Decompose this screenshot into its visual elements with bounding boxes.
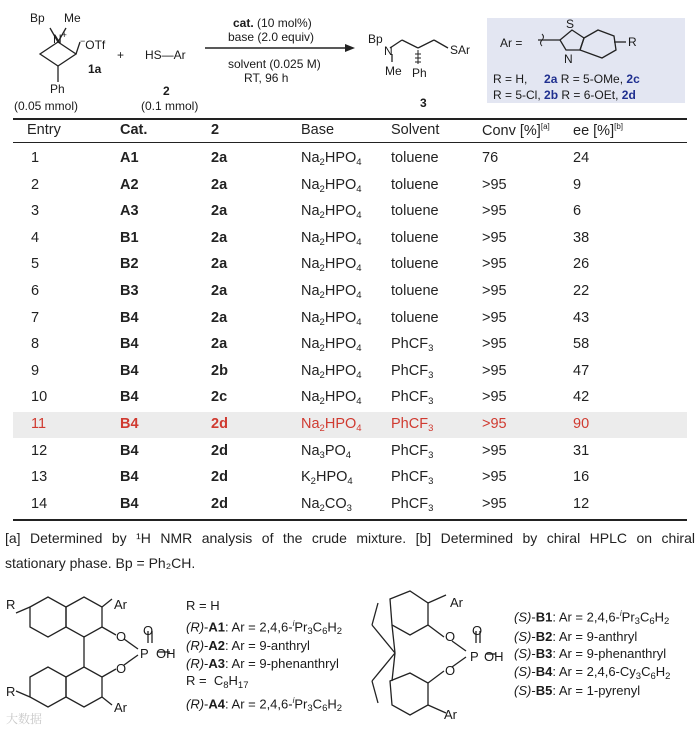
cell-conversion: 76: [482, 150, 499, 166]
cell-entry: 8: [31, 336, 40, 353]
table-header-row: [13, 119, 687, 142]
cat-a-oh: OH: [156, 646, 176, 661]
cell-catalyst: B3: [120, 283, 139, 299]
cell-solvent: toluene: [391, 256, 439, 273]
cell-solvent: toluene: [391, 309, 439, 326]
cat-b-o-double: O: [472, 623, 483, 638]
cat-b-o-top: O: [445, 629, 456, 644]
table-row: [13, 332, 687, 358]
product-label: 3: [420, 96, 427, 110]
table-row: [13, 252, 687, 278]
cell-ee: 26: [573, 256, 590, 273]
table-header-rule: [13, 142, 687, 143]
cell-catalyst: B4: [120, 469, 139, 486]
table-row: [13, 439, 687, 465]
cell-conversion: >95: [482, 416, 507, 432]
cell-thiol: 2c: [211, 389, 228, 406]
condition-catalyst: cat. (10 mol%): [233, 16, 312, 30]
cell-conversion: >95: [482, 283, 507, 299]
cell-catalyst: B4: [120, 416, 139, 432]
cat-a3: (R)-A3: Ar = 9-phenanthryl: [186, 655, 339, 671]
table-row: [13, 306, 687, 332]
cell-ee: 47: [573, 362, 590, 379]
reaction-arrow: [205, 44, 355, 52]
cat-a-list: [186, 597, 342, 715]
cat-a2: (R)-A2: Ar = 9-anthryl: [186, 638, 310, 654]
product-wedge: [415, 50, 421, 64]
cell-conversion: >95: [482, 336, 507, 353]
cell-entry: 10: [31, 389, 48, 406]
cell-ee: 24: [573, 150, 590, 166]
product-structure: [390, 40, 448, 62]
table-row: [13, 146, 687, 172]
cell-conversion: >95: [482, 389, 507, 406]
cat-a-r-top: R: [6, 597, 16, 612]
cell-conversion: >95: [482, 362, 507, 379]
cell-conversion: >95: [482, 176, 507, 193]
header-base: Base: [301, 122, 335, 138]
condition-base: base (2.0 equiv): [228, 30, 315, 44]
sm-ph: Ph: [50, 82, 65, 96]
cat-b5: (S)-B5: Ar = 1-pyrenyl: [514, 683, 641, 699]
cell-catalyst: B1: [120, 229, 139, 246]
cell-solvent: PhCF$_3$: [391, 442, 434, 461]
cell-ee: 9: [573, 176, 582, 193]
cell-thiol: 2a: [211, 283, 228, 299]
cell-entry: 12: [31, 442, 48, 459]
sm-n-plus: N+: [53, 30, 67, 46]
cell-base: $Na_2HPO_4$: [301, 203, 362, 222]
cell-ee: 38: [573, 229, 590, 246]
cell-catalyst: B4: [120, 495, 139, 512]
cat-a-r-h: R = H: [186, 598, 220, 613]
cell-entry: 9: [31, 362, 40, 379]
cell-entry: 14: [31, 495, 48, 512]
cell-base: $Na_3PO_4$: [301, 442, 352, 461]
cell-solvent: PhCF$_3$: [391, 362, 434, 381]
ar-equals: Ar =: [500, 36, 523, 50]
cat-b-list: [514, 605, 670, 700]
sm-label: 1a: [88, 62, 102, 76]
cell-ee: 43: [573, 309, 590, 326]
product-ph: Ph: [412, 66, 427, 80]
cell-catalyst: B4: [120, 442, 139, 459]
table-row: [13, 199, 687, 225]
table-row: [13, 385, 687, 411]
condition-solvent: solvent (0.025 M): [228, 57, 321, 71]
header-solvent: Solvent: [391, 122, 440, 138]
cell-thiol: 2d: [211, 495, 228, 512]
header-conv: Conv [%][a]: [482, 122, 550, 139]
cell-catalyst: A3: [120, 203, 139, 220]
table-bottom-rule: [13, 519, 687, 521]
cell-entry: 13: [31, 469, 48, 486]
watermark: 大数据: [6, 712, 43, 726]
cell-base: $Na_2HPO_4$: [301, 256, 362, 275]
cell-ee: 6: [573, 203, 582, 220]
cell-base: $Na_2HPO_4$: [301, 416, 362, 434]
cell-base: $Na_2HPO_4$: [301, 389, 362, 408]
cell-catalyst: A2: [120, 176, 139, 193]
cat-a-o-double: O: [143, 623, 154, 638]
sm-me: Me: [64, 11, 81, 25]
cell-entry: 1: [31, 150, 40, 166]
cell-base: $Na_2HPO_4$: [301, 176, 362, 195]
cell-catalyst: A1: [120, 150, 139, 166]
cell-solvent: toluene: [391, 283, 439, 299]
cat-a-ar-bottom: Ar: [114, 700, 127, 715]
ar-s-atom: S: [566, 17, 575, 31]
footnote-line-1: [a] Determined by ¹H NMR analysis of the crude mixture. [b] Determined by chiral HPLC on chiral: [5, 530, 695, 546]
sm-otf: −OTf: [80, 36, 106, 52]
cell-base: $K_2HPO_4$: [301, 469, 353, 488]
reaction-scheme: [0, 0, 700, 118]
cat-b4: (S)-B4: $Ar = 2,4,6-Cy_3C_6H_2$: [514, 663, 671, 682]
cell-ee: 31: [573, 442, 590, 459]
cell-conversion: >95: [482, 469, 507, 486]
cell-base: $Na_2HPO_4$: [301, 336, 362, 355]
cell-solvent: toluene: [391, 150, 439, 166]
cat-b2: (S)-B2: Ar = 9-anthryl: [514, 628, 638, 644]
cat-b3: (S)-B3: Ar = 9-phenanthryl: [514, 646, 667, 662]
ar-variants-line-1: R = H, 2a R = 5-OMe, 2c: [493, 72, 640, 86]
cell-entry: 4: [31, 229, 40, 246]
cat-a1: (R)-A1: $Ar = 2,4,6-^iPr_3C_6H_2$: [186, 618, 343, 637]
cell-solvent: PhCF$_3$: [391, 389, 434, 408]
cell-base: $Na_2HPO_4$: [301, 362, 362, 381]
cell-base: $Na_2HPO_4$: [301, 229, 362, 248]
cell-thiol: 2d: [211, 469, 228, 486]
cat-a-ar-top: Ar: [114, 597, 127, 612]
cell-thiol: 2a: [211, 176, 228, 193]
ar-variants-line-2: R = 5-Cl, 2b R = 6-OEt, 2d: [493, 88, 636, 102]
cell-solvent: PhCF$_3$: [391, 416, 434, 434]
cat-a-r-bottom: R: [6, 684, 16, 699]
cell-base: $Na_2HPO_4$: [301, 150, 362, 168]
cat-a-p: P: [140, 646, 149, 661]
cell-thiol: 2a: [211, 229, 228, 246]
product-sar: SAr: [450, 43, 471, 57]
header-two: 2: [211, 122, 220, 138]
header-entry: Entry: [27, 122, 61, 138]
cell-solvent: toluene: [391, 229, 439, 246]
cell-entry: 2: [31, 176, 40, 193]
table-row: [13, 279, 687, 305]
cell-conversion: >95: [482, 495, 507, 512]
cell-entry: 11: [31, 416, 47, 432]
cat-b-o-bottom: O: [445, 663, 456, 678]
cat-b-ar-bottom: Ar: [444, 707, 457, 722]
cell-conversion: >95: [482, 442, 507, 459]
thiol-label: 2: [163, 84, 170, 98]
condition-temperature-time: RT, 96 h: [244, 71, 289, 85]
cell-conversion: >95: [482, 229, 507, 246]
cat-b-oh: OH: [484, 649, 504, 664]
cell-thiol: 2a: [211, 256, 228, 273]
cell-ee: 58: [573, 336, 590, 353]
cell-catalyst: B4: [120, 336, 139, 353]
cell-catalyst: B4: [120, 362, 139, 379]
table-row: [13, 492, 687, 518]
cell-entry: 6: [31, 283, 40, 299]
table-row: [13, 226, 687, 252]
cell-entry: 7: [31, 309, 40, 326]
table-footnote: [5, 526, 695, 576]
cell-catalyst: B2: [120, 256, 139, 273]
sm-bp: Bp: [30, 11, 45, 25]
cell-ee: 42: [573, 389, 590, 406]
cell-conversion: >95: [482, 203, 507, 220]
thiol-formula: HS—Ar: [145, 48, 186, 62]
cell-thiol: 2a: [211, 309, 228, 326]
cell-solvent: PhCF$_3$: [391, 495, 434, 514]
cell-base: $Na_2HPO_4$: [301, 283, 362, 301]
product-n: N: [384, 44, 393, 58]
cell-entry: 5: [31, 256, 40, 273]
cell-solvent: PhCF$_3$: [391, 469, 434, 488]
ar-n-atom: N: [564, 52, 573, 66]
cell-catalyst: B4: [120, 389, 139, 406]
table-row: [13, 359, 687, 385]
product-bp: Bp: [368, 32, 383, 46]
cell-solvent: PhCF$_3$: [391, 336, 434, 355]
cell-thiol: 2a: [211, 336, 228, 353]
cell-catalyst: B4: [120, 309, 139, 326]
table-row: [13, 465, 687, 491]
header-ee: ee [%][b]: [573, 122, 624, 139]
cell-ee: 16: [573, 469, 590, 486]
cat-a-o-top: O: [116, 629, 127, 644]
sm-amount: (0.05 mmol): [14, 99, 79, 113]
cell-thiol: 2a: [211, 150, 228, 166]
cell-solvent: toluene: [391, 176, 439, 193]
table-row: [13, 412, 687, 438]
cat-a-o-bottom: O: [116, 661, 127, 676]
product-me: Me: [385, 64, 402, 78]
cat-a4: (R)-A4: $Ar = 2,4,6-^iPr_3C_6H_2$: [186, 695, 343, 715]
cat-b-ar-top: Ar: [450, 595, 463, 610]
ar-r-group: R: [628, 35, 637, 49]
cell-ee: 12: [573, 495, 590, 512]
plus-sign: +: [117, 48, 125, 62]
footnote-line-2: stationary phase. Bp = Ph₂CH.: [5, 555, 196, 571]
cell-solvent: toluene: [391, 203, 439, 220]
cell-thiol: 2b: [211, 362, 228, 379]
cell-thiol: 2a: [211, 203, 228, 220]
cell-base: $Na_2CO_3$: [301, 495, 352, 514]
cell-ee: 90: [573, 416, 590, 432]
header-cat: Cat.: [120, 122, 148, 138]
cell-thiol: 2d: [211, 416, 228, 432]
cell-base: $Na_2HPO_4$: [301, 309, 362, 328]
cell-ee: 22: [573, 283, 590, 299]
cell-conversion: >95: [482, 256, 507, 273]
cell-conversion: >95: [482, 309, 507, 326]
thiol-amount: (0.1 mmol): [141, 99, 199, 113]
cell-thiol: 2d: [211, 442, 228, 459]
cell-entry: 3: [31, 203, 40, 220]
cat-b1: (S)-B1: $Ar = 2,4,6-^iPr_3C_6H_2$: [514, 609, 670, 628]
cat-a-r-c8: $R = C_8H_{17}$: [186, 673, 249, 692]
table-row: [13, 173, 687, 199]
cat-b-p: P: [470, 649, 479, 664]
